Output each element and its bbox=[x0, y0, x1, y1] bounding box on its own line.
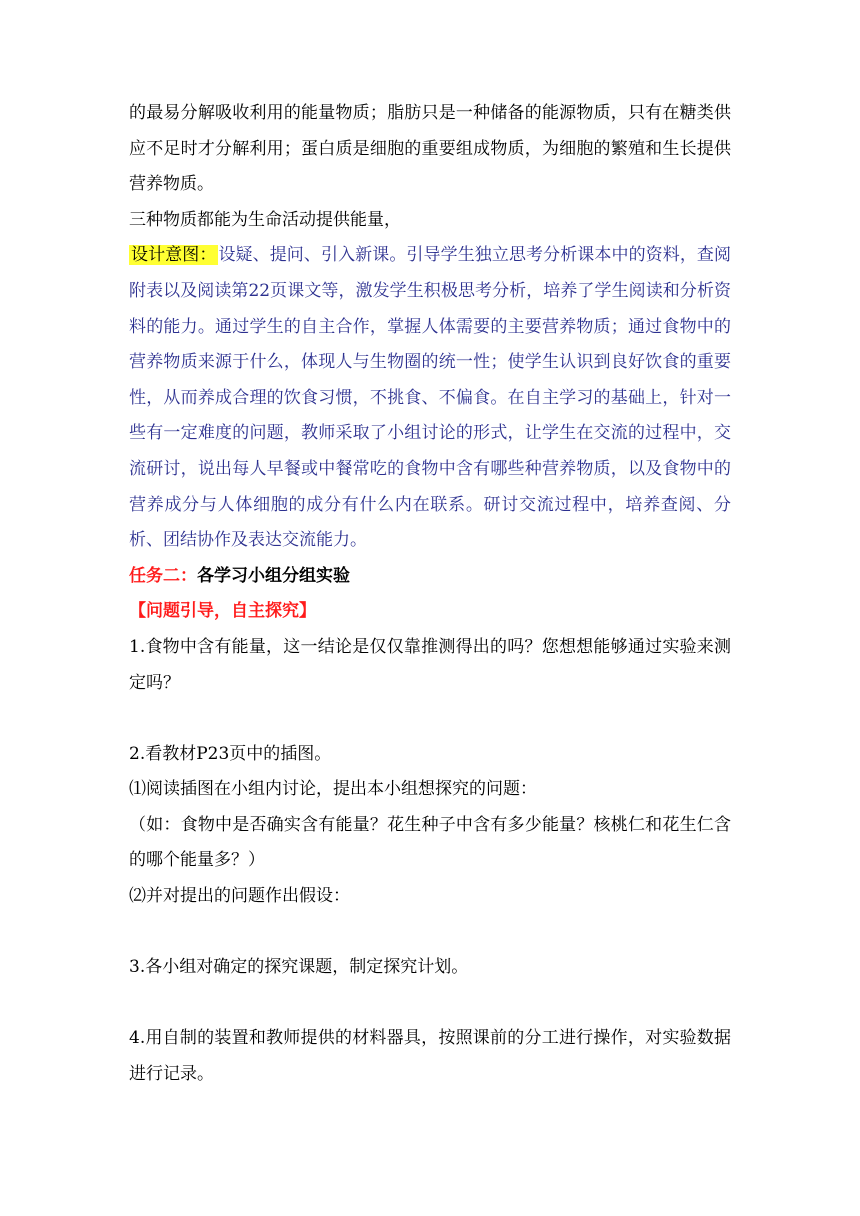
design-intent-paragraph bbox=[129, 238, 731, 558]
question-2b: ⑵并对提出的问题作出假设： bbox=[129, 886, 350, 907]
question-1: 1.食物中含有能量，这一结论是仅仅靠推测得出的吗？您想想能够通过实验来测定吗？ bbox=[129, 636, 731, 693]
question-2a-example: （如：食物中是否确实含有能量？花生种子中含有多少能量？核桃仁和花生仁含的哪个能量多？） bbox=[129, 814, 731, 871]
section-heading: 【问题引导，自主探究】 bbox=[129, 601, 316, 622]
question-2a: ⑴阅读插图在小组内讨论，提出本小组想探究的问题： bbox=[129, 779, 537, 800]
question-4: 4.用自制的装置和教师提供的材料器具，按照课前的分工进行操作，对实验数据进行记录。 bbox=[129, 1028, 731, 1085]
blank-line bbox=[129, 701, 731, 737]
task-label: 任务二： bbox=[129, 565, 197, 586]
document-page bbox=[129, 96, 731, 1093]
design-intent-text: 设疑、提问、引入新课。引导学生独立思考分析课本中的资料，查阅附表以及阅读第22页课文等，激发学生积极思考分析，培养了学生阅读和分析资料的能力。通过学生的自主合作，掌握人体需要的主要营养物质；通过食物中的营养物质来源于什么，体现人与生物圈的统一性；使学生认识到良好饮食的重要性，从而养成合理的饮食习惯，不挑食、不偏食。在自主学习的基础上，针对一些有一定难度的问题，教师采取了小组讨论的形式，让学生在交流的过程中，交流研讨，说出每人早餐或中餐常吃的食物中含有哪些种营养物质，以及食物中的营养成分与人体细胞的成分有什么内在联系。研讨交流过程中，培养查阅、分析、团结协作及表达交流能力。 bbox=[129, 245, 732, 551]
task-title: 各学习小组分组实验 bbox=[197, 565, 350, 586]
blank-line bbox=[129, 915, 731, 951]
design-intent-label: 设计意图： bbox=[131, 245, 217, 266]
task-heading bbox=[129, 559, 731, 595]
paragraph-nutrients: 的最易分解吸收利用的能量物质；脂肪只是一种储备的能源物质，只有在糖类供应不足时才分解利用；蛋白质是细胞的重要组成物质，为细胞的繁殖和生长提供营养物质。 bbox=[129, 103, 731, 195]
paragraph-energy: 三种物质都能为生命活动提供能量， bbox=[129, 209, 401, 230]
blank-line bbox=[129, 986, 731, 1022]
question-3: 3.各小组对确定的探究课题，制定探究计划。 bbox=[129, 957, 469, 978]
question-2: 2.看教材P23页中的插图。 bbox=[129, 743, 332, 764]
